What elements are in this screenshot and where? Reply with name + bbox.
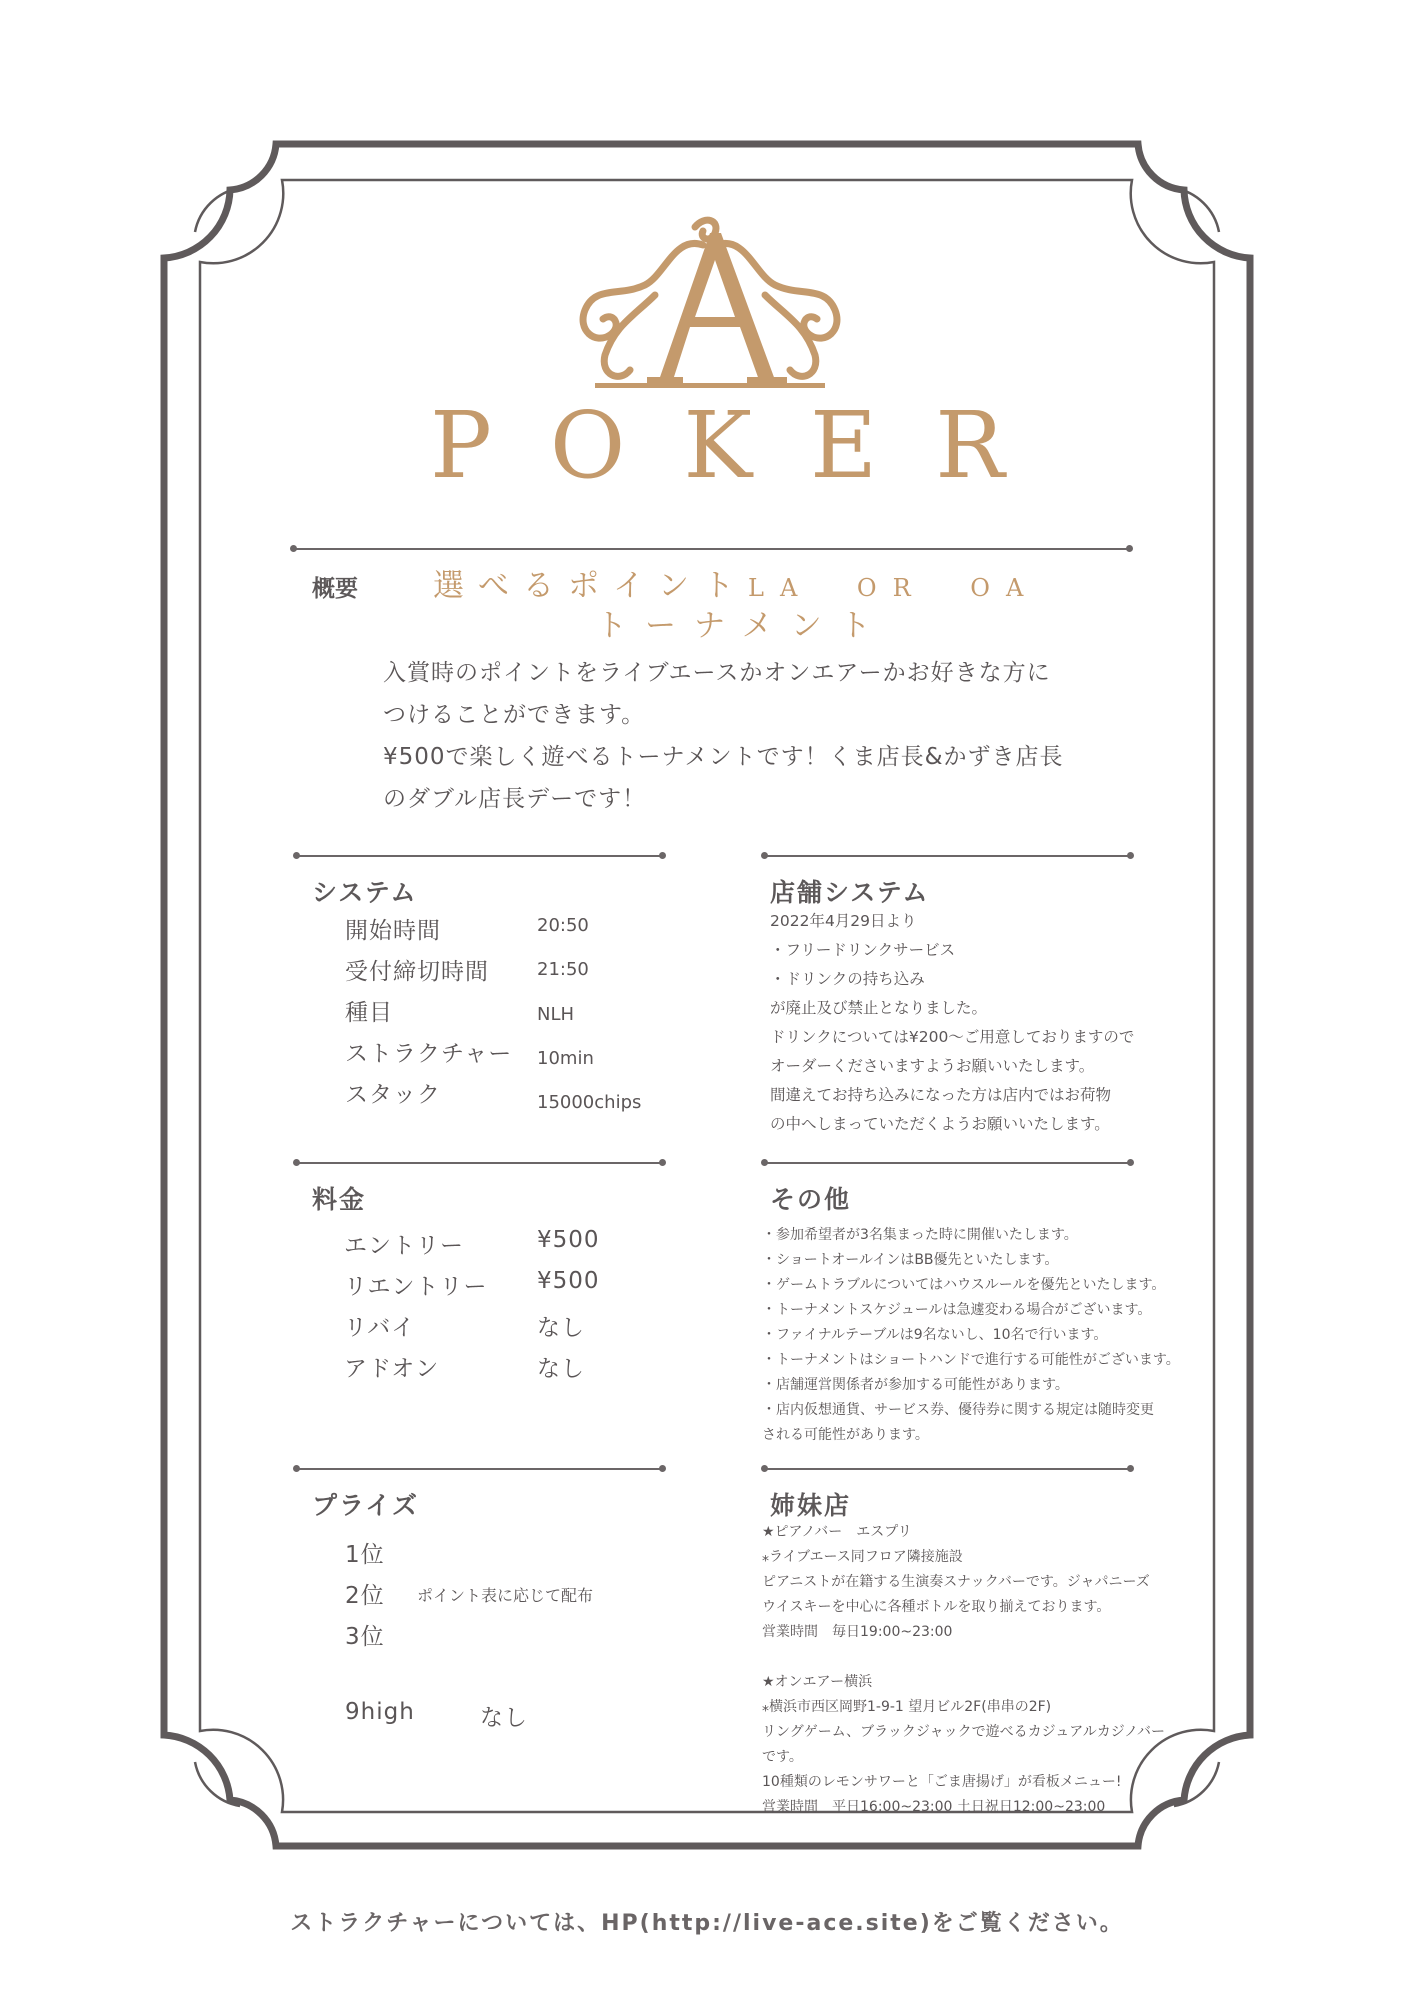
overview-title-latin: LA OR OA	[748, 574, 1040, 602]
divider-store-system	[765, 855, 1130, 857]
divider-system	[297, 855, 662, 857]
overview-body-line: つけることができます。	[383, 702, 646, 728]
fee-value: なし	[537, 1315, 585, 1341]
store-system-line: ・ドリンクの持ち込み	[770, 970, 925, 988]
sister-title: 姉妹店	[770, 1491, 852, 1520]
system-label: 開始時間	[345, 918, 441, 944]
system-value: 10min	[537, 1048, 594, 1069]
overview-body-line: のダブル店長デーです！	[383, 786, 647, 812]
other-line: ・ファイナルテーブルは9名ないし、10名で行います。	[762, 1327, 1108, 1343]
store-system-line: が廃止及び禁止となりました。	[770, 999, 988, 1017]
other-line: ・店内仮想通貨、サービス券、優待券に関する規定は随時変更	[762, 1402, 1154, 1418]
prizes-title: プライズ	[312, 1491, 420, 1520]
prize-third: 3位	[345, 1624, 385, 1650]
store-system-text	[770, 907, 1134, 1139]
store-system-line: の中へしまっていただくようお願いいたします。	[770, 1115, 1110, 1133]
fee-value: ¥500	[537, 1227, 600, 1253]
fee-label: リエントリー	[344, 1274, 488, 1300]
sister-line: ★ピアノバー エスプリ	[762, 1524, 912, 1540]
overview-title-line2: トーナメント	[596, 608, 889, 644]
sister-line: ウイスキーを中心に各種ボトルを取り揃えております。	[762, 1599, 1111, 1615]
divider-fees	[297, 1162, 662, 1164]
overview-body-line: 入賞時のポイントをライブエースかオンエアーかお好きな方に	[383, 660, 1051, 686]
overview-label: 概要	[312, 576, 358, 602]
store-system-line: オーダーくださいますようお願いいたします。	[770, 1057, 1095, 1075]
sister-line: ★オンエアー横浜	[762, 1674, 873, 1690]
divider-sister	[765, 1468, 1130, 1470]
other-line: ・ゲームトラブルについてはハウスルールを優先といたします。	[762, 1277, 1166, 1293]
prize-note: ポイント表に応じて配布	[417, 1586, 594, 1605]
divider-other	[765, 1162, 1130, 1164]
overview-title-line1	[433, 560, 1039, 605]
other-line: ・参加希望者が3名集まった時に開催いたします。	[762, 1227, 1078, 1243]
overview-body	[383, 652, 1064, 820]
store-system-line: 間違えてお持ち込みになった方は店内ではお荷物	[770, 1086, 1112, 1104]
system-value: 15000chips	[537, 1092, 642, 1113]
store-system-line: ・フリードリンクサービス	[770, 941, 956, 959]
overview-body-line: ¥500で楽しく遊べるトーナメントです！くま店長&かずき店長	[383, 744, 1064, 770]
fee-label: エントリー	[344, 1233, 464, 1259]
prize-9high-value: なし	[480, 1705, 528, 1731]
system-label: ストラクチャー	[345, 1041, 513, 1067]
fee-value: なし	[537, 1356, 585, 1382]
system-label: 種目	[345, 1000, 393, 1026]
sister-line: です。	[762, 1749, 803, 1765]
other-line: ・トーナメントスケジュールは急遽変わる場合がございます。	[762, 1302, 1152, 1318]
system-label: スタック	[345, 1082, 441, 1108]
poker-wordmark: POKER	[430, 392, 1063, 499]
fee-label: リバイ	[344, 1315, 416, 1341]
system-title: システム	[312, 878, 418, 907]
other-title: その他	[770, 1185, 852, 1214]
other-line: ・トーナメントはショートハンドで進行する可能性がございます。	[762, 1352, 1180, 1368]
sister-line: ⁎横浜市西区岡野1-9-1 望月ビル2F(串串の2F)	[762, 1699, 1052, 1715]
sister-line: 10種類のレモンサワーと「ごま唐揚げ」が看板メニュー!	[762, 1774, 1122, 1790]
prize-first: 1位	[345, 1542, 385, 1568]
fees-title: 料金	[312, 1185, 367, 1214]
divider-prizes	[297, 1468, 662, 1470]
system-value: NLH	[537, 1004, 575, 1025]
other-line: ・店舗運営関係者が参加する可能性があります。	[762, 1377, 1069, 1393]
store-system-title: 店舗システム	[770, 878, 930, 907]
other-line: ・ショートオールインはBB優先といたします。	[762, 1252, 1059, 1268]
fee-label: アドオン	[344, 1356, 440, 1382]
store-system-line: 2022年4月29日より	[770, 912, 917, 930]
prize-9high-label: 9high	[345, 1699, 415, 1725]
sister-line: 営業時間 平日16:00~23:00 土日祝日12:00~23:00	[762, 1799, 1106, 1815]
system-label: 受付締切時間	[345, 959, 489, 985]
divider-overview	[294, 548, 1129, 550]
sister-text	[762, 1520, 1165, 1820]
other-line: される可能性があります。	[762, 1427, 929, 1443]
sister-line: ⁎ライブエース同フロア隣接施設	[762, 1549, 963, 1565]
system-value: 21:50	[537, 959, 589, 980]
store-system-line: ドリンクについては¥200〜ご用意しておりますので	[770, 1028, 1135, 1046]
overview-title-jp: 選べるポイント	[433, 568, 748, 604]
sister-line: ピアニストが在籍する生演奏スナックバーです。ジャパニーズ	[762, 1574, 1150, 1590]
prize-second: 2位	[345, 1583, 385, 1609]
footer-note: ストラクチャーについては、HP(http://live-ace.site)をご覧ください。	[290, 1911, 1124, 1936]
fee-value: ¥500	[537, 1268, 600, 1294]
sister-line: 営業時間 毎日19:00~23:00	[762, 1624, 953, 1640]
ace-logo-emblem	[555, 215, 865, 395]
other-text	[762, 1223, 1180, 1448]
system-value: 20:50	[537, 915, 589, 936]
sister-line	[762, 1645, 1165, 1670]
sister-line: リングゲーム、ブラックジャックで遊べるカジュアルカジノバー	[762, 1724, 1166, 1740]
